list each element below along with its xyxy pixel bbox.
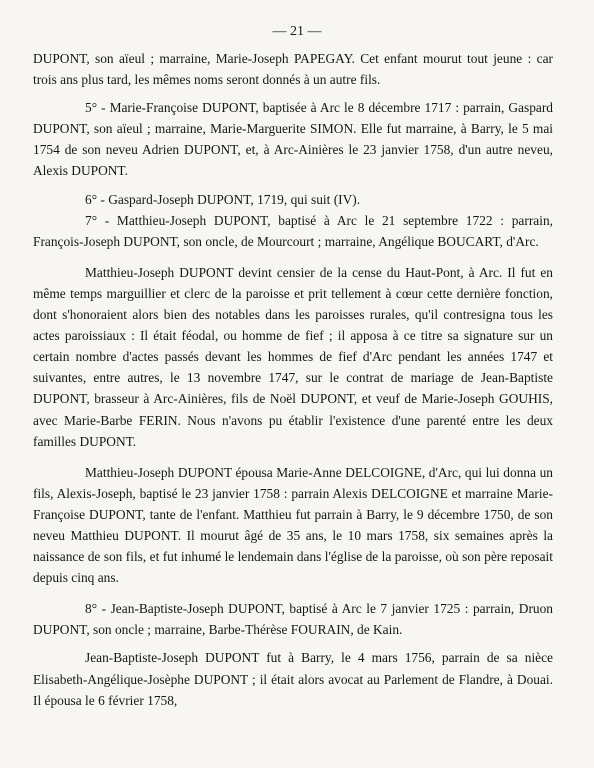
paragraph-jean-baptiste: Jean-Baptiste-Joseph DUPONT fut à Barry, le 4 mars 1756, parrain de sa nièce Elisabeth-Angélique-Josèphe DUPONT ; il était alors avocat au Parlement de Flandre, à Douai. Il épousa le 6 février 1758,	[33, 650, 553, 708]
body-text	[33, 48, 553, 711]
paragraph-matthieu-biography: Matthieu-Joseph DUPONT devint censier de la cense du Haut-Pont, à Arc. Il fut en même temps marguillier et clerc de la paroisse et prit tellement à cœur cette dernière fonction, dont s'honoraient alors bien des notables dans les paroisses rurales, qu'il contresigna tous les actes paroissiaux : Il était féodal, ou homme de fief ; il apposa à ce titre sa signature sur un certain nombre d'actes passés devant les hommes de fief d'Arc pendant les années 1747 et suivantes, entre autres, le 13 novembre 1747, sur le contrat de mariage de Jean-Baptiste DUPONT, brasseur à Arc-Ainières, fils de Noël DUPONT, et veuf de Marie-Joseph GOUHIS, avec Marie-Barbe FERIN. Nous n'avons pu établir l'existence d'une parenté entre les deux familles DUPONT.	[33, 264, 553, 449]
paragraph-entry-6: 6° - Gaspard-Joseph DUPONT, 1719, qui suit (IV).	[85, 191, 361, 207]
paragraph-entry-7: 7° - Matthieu-Joseph DUPONT, baptisé à Arc le 21 septembre 1722 : parrain, François-Joseph DUPONT, son oncle, de Mourcourt ; marraine, Angélique BOUCART, d'Arc.	[33, 212, 553, 249]
paragraph-entry-5: 5° - Marie-Françoise DUPONT, baptisée à Arc le 8 décembre 1717 : parrain, Gaspard DUPONT, son aïeul ; marraine, Marie-Marguerite SIMON. Elle fut marraine, à Barry, le 5 mai 1754 de son neveu Adrien DUPONT, et, à Arc-Ainières le 23 janvier 1758, d'un autre neveu, Alexis DUPONT.	[33, 100, 553, 179]
paragraph-entry-8: 8° - Jean-Baptiste-Joseph DUPONT, baptisé à Arc le 7 janvier 1725 : parrain, Druon DUPONT, son oncle ; marraine, Barbe-Thérèse FOURAIN, de Kain.	[33, 601, 553, 638]
page-number: — 21 —	[272, 24, 322, 39]
paragraph-continuation: DUPONT, son aïeul ; marraine, Marie-Joseph PAPEGAY. Cet enfant mourut tout jeune : car trois ans plus tard, les mêmes noms seront donnés à un autre fils.	[33, 51, 553, 88]
paragraph-matthieu-marriage: Matthieu-Joseph DUPONT épousa Marie-Anne DELCOIGNE, d'Arc, qui lui donna un fils, Alexis-Joseph, baptisé le 23 janvier 1758 : parrain Alexis DELCOIGNE et marraine Marie-Françoise DUPONT, tante de l'enfant. Matthieu fut parrain à Barry, le 9 décembre 1750, de son neveu Matthieu DUPONT. Il mourut âgé de 35 ans, le 10 mars 1758, six semaines après la naissance de son fils, et fut inhumé le lendemain dans l'église de la paroisse, où son père reposait depuis cinq ans.	[33, 464, 553, 586]
